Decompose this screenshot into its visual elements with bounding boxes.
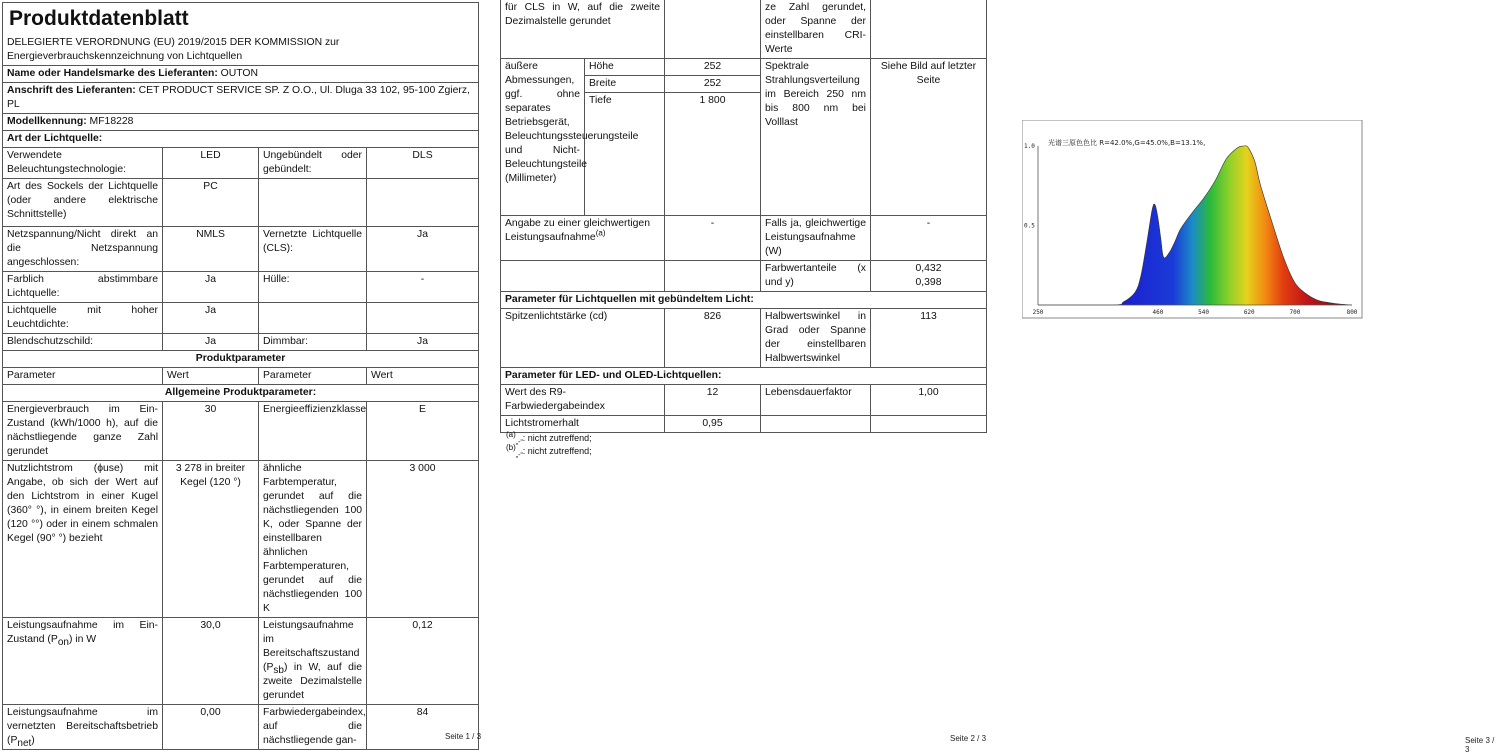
subscript: on — [57, 637, 69, 649]
column-header: Parameter — [259, 368, 367, 385]
label-cell: Energieeffizienzklasse — [259, 402, 367, 461]
x-tick-label: 540 — [1198, 309, 1209, 316]
label-text: ) — [31, 735, 35, 746]
value-cell: Ja — [163, 303, 259, 334]
spectral-label: Spektrale Strahlungsverteilung im Bereich 250 nm bis 800 nm bei Volllast — [761, 59, 871, 216]
label-cell: ze Zahl gerundet, oder Spanne der einstellbaren CRI-Werte — [761, 0, 871, 59]
value-cell: 826 — [665, 308, 761, 367]
value-cell: Ja — [163, 272, 259, 303]
value-cell: NMLS — [163, 227, 259, 272]
x-tick-label: 620 — [1243, 309, 1255, 316]
table-row — [501, 384, 987, 415]
value-cell: - — [367, 272, 479, 303]
supplier-name-label: Name oder Handelsmarke des Lieferanten: — [7, 68, 218, 79]
label-cell — [501, 215, 665, 260]
label-cell — [3, 705, 163, 750]
table-row — [3, 618, 479, 705]
model-label: Modellkennung: — [7, 116, 87, 127]
footnote-mark: (b) — [506, 443, 516, 452]
general-params-header: Allgemeine Produktparameter: — [3, 385, 479, 402]
column-header-row — [3, 368, 479, 385]
table-row — [3, 402, 479, 461]
directional-header: Parameter für Lichtquellen mit gebündeltem Licht: — [501, 291, 987, 308]
label-cell: Netzspannung/Nicht direkt an die Netzspannung angeschlossen: — [3, 227, 163, 272]
value-cell — [871, 260, 987, 291]
value-cell: 1,00 — [871, 384, 987, 415]
x-tick-label: 250 — [1032, 309, 1044, 316]
value-cell: Ja — [367, 334, 479, 351]
table-row — [3, 303, 479, 334]
label-cell: Farbwiedergabeindex, auf die nächstliegende gan- — [259, 705, 367, 750]
footnotes — [500, 432, 592, 458]
label-cell — [259, 303, 367, 334]
type-label: Art der Lichtquelle: — [3, 131, 479, 148]
table-row — [3, 179, 479, 227]
label-cell: Hülle: — [259, 272, 367, 303]
value-cell: 3 278 in breiter Kegel (120 °) — [163, 461, 259, 618]
value-cell: - — [871, 215, 987, 260]
label-cell: Art des Sockels der Lichtquelle (oder andere elektrische Schnittstelle) — [3, 179, 163, 227]
label-text: ) in W — [68, 634, 97, 645]
value-cell: LED — [163, 148, 259, 179]
label-text: ) in W, auf die zweite Dezimalstelle gerundet — [263, 662, 362, 701]
empty-cell — [761, 415, 871, 432]
table-row — [3, 334, 479, 351]
label-cell: Halbwertswinkel in Grad oder Spanne der einstellbaren Halbwertswinkel — [761, 308, 871, 367]
label-text: Leistungsaufnahme im Bereitschaftszustand (P — [263, 620, 360, 673]
y-tick-label: 1.0 — [1024, 143, 1035, 150]
chart-title: 光谱三原色色比 R=42.0%,G=45.0%,B=13.1%, — [1048, 139, 1206, 147]
value-cell: 0,00 — [163, 705, 259, 750]
label-cell: Lebensdauerfaktor — [761, 384, 871, 415]
page-number: Seite 3 / 3 — [1465, 736, 1495, 754]
dimensions-label: äußere Abmessungen, ggf. ohne separates Betriebsgerät, Beleuchtungssteuerungsteile und Nicht-Beleuchtungsteile (Millimeter) — [501, 59, 585, 216]
address: CET PRODUCT SERVICE SP. Z O.O., Ul. Dluga 33 102, 95-100 Zgierz, PL — [7, 85, 470, 110]
value-cell: 30 — [163, 402, 259, 461]
x-tick-label: 460 — [1152, 309, 1164, 316]
table-row — [501, 308, 987, 367]
label-text: Leistungsaufnahme im Ein-Zustand (P — [7, 620, 158, 645]
label-cell — [259, 618, 367, 705]
datasheet-table-1 — [2, 2, 482, 750]
footnote-b — [506, 445, 592, 458]
footnote-sub: „-“ — [515, 451, 523, 459]
column-header: Parameter — [3, 368, 163, 385]
page-2 — [498, 0, 998, 747]
value-cell — [367, 303, 479, 334]
label-cell: Lichtstromerhalt — [501, 415, 665, 432]
footnote-text: : nicht zutreffend; — [522, 433, 592, 443]
footnote-sub: „-“ — [515, 438, 523, 446]
led-header: Parameter für LED- und OLED-Lichtquellen: — [501, 367, 987, 384]
dimension-name: Breite — [585, 76, 665, 93]
table-row — [3, 227, 479, 272]
supplier-name-row — [3, 66, 479, 83]
value-cell — [367, 179, 479, 227]
x-tick-label: 800 — [1346, 309, 1358, 316]
table-row — [3, 148, 479, 179]
page-number: Seite 2 / 3 — [950, 734, 987, 743]
table-row — [3, 272, 479, 303]
empty-cell — [665, 260, 761, 291]
label-cell: Farbwertanteile (x und y) — [761, 260, 871, 291]
value-cell: - — [665, 215, 761, 260]
table-row — [501, 215, 987, 260]
footnote-mark: (a) — [506, 430, 516, 439]
footnote-a — [506, 432, 592, 445]
chroma-y: 0,398 — [915, 276, 942, 288]
spectrum-chart — [1022, 120, 1364, 320]
column-header: Wert — [163, 368, 259, 385]
subscript: sb — [273, 665, 284, 677]
value-cell: 0,12 — [367, 618, 479, 705]
y-tick-label: 0.5 — [1024, 222, 1035, 230]
datasheet-table-2 — [500, 0, 987, 433]
supplier-name: OUTON — [220, 68, 259, 79]
x-tick-label: 700 — [1289, 309, 1301, 316]
value-cell: 30,0 — [163, 618, 259, 705]
page-1 — [0, 0, 490, 750]
label-cell: Dimmbar: — [259, 334, 367, 351]
dimension-name: Tiefe — [585, 93, 665, 215]
page-number: Seite 1 / 3 — [445, 732, 482, 741]
value-cell: 0,95 — [665, 415, 761, 432]
value-cell — [871, 0, 987, 59]
label-cell: Nutzlichtstrom (ϕuse) mit Angabe, ob sich der Wert auf den Lichtstrom in einer Kugel (360° °), in einem breiten Kegel (120 °°) oder in einem schmalen Kegel (90° °) bezieht — [3, 461, 163, 618]
value-cell: 3 000 — [367, 461, 479, 618]
table-row — [501, 415, 987, 432]
dimension-name: Höhe — [585, 59, 665, 76]
chroma-x: 0,432 — [915, 262, 942, 274]
address-label: Anschrift des Lieferanten: — [7, 85, 136, 96]
label-cell — [259, 179, 367, 227]
label-text: Leistungsaufnahme im vernetzten Bereitschaftsbetrieb (P — [7, 707, 158, 746]
label-cell: Lichtquelle mit hoher Leuchtdichte: — [3, 303, 163, 334]
model: MF18228 — [89, 116, 134, 127]
label-cell: Blendschutzschild: — [3, 334, 163, 351]
label-cell — [3, 618, 163, 705]
dimension-value: 252 — [665, 76, 761, 93]
footnote-text: : nicht zutreffend; — [522, 446, 592, 456]
label-cell: Verwendete Beleuchtungstechnologie: — [3, 148, 163, 179]
label-cell: Spitzenlichtstärke (cd) — [501, 308, 665, 367]
value-cell: 113 — [871, 308, 987, 367]
value-cell: 12 — [665, 384, 761, 415]
value-cell: Ja — [367, 227, 479, 272]
label-cell: Ungebündelt oder gebündelt: — [259, 148, 367, 179]
table-row — [501, 59, 987, 76]
value-cell: DLS — [367, 148, 479, 179]
regulation-text: DELEGIERTE VERORDNUNG (EU) 2019/2015 DER KOMMISSION zur Energieverbrauchskennzeichnung von Lichtquellen — [3, 35, 479, 66]
model-row — [3, 114, 479, 131]
label-cell: Wert des R9-Farbwiedergabeindex — [501, 384, 665, 415]
table-row — [3, 705, 479, 750]
label-text: Angabe zu einer gleichwertigen Leistungsaufnahme — [505, 217, 650, 243]
superscript: (a) — [595, 228, 606, 238]
label-cell: Falls ja, gleichwertige Leistungsaufnahme (W) — [761, 215, 871, 260]
table-row — [501, 260, 987, 291]
table-row — [501, 0, 987, 59]
table-row — [3, 461, 479, 618]
label-cell: Energieverbrauch im Ein-Zustand (kWh/1000 h), auf die nächstliegende ganze Zahl gerundet — [3, 402, 163, 461]
dimension-value: 1 800 — [665, 93, 761, 215]
value-cell: PC — [163, 179, 259, 227]
page-title: Produktdatenblatt — [9, 7, 189, 30]
label-cell: Farblich abstimmbare Lichtquelle: — [3, 272, 163, 303]
label-cell: ähnliche Farbtemperatur, gerundet auf die nächstliegenden 100 K, oder Spanne der einstellbaren ähnlichen Farbtemperaturen, gerundet auf die nächstliegenden 100 K — [259, 461, 367, 618]
column-header: Wert — [367, 368, 479, 385]
empty-cell — [501, 260, 665, 291]
subscript: net — [17, 738, 32, 750]
spectral-value: Siehe Bild auf letzter Seite — [871, 59, 987, 216]
address-row — [3, 83, 479, 114]
dimension-value: 252 — [665, 59, 761, 76]
label-cell: für CLS in W, auf die zweite Dezimalstelle gerundet — [501, 0, 665, 59]
value-cell: E — [367, 402, 479, 461]
value-cell: Ja — [163, 334, 259, 351]
empty-cell — [871, 415, 987, 432]
value-cell: 84 — [367, 705, 479, 750]
label-cell: Vernetzte Lichtquelle (CLS): — [259, 227, 367, 272]
product-params-header: Produktparameter — [3, 351, 479, 368]
page-3 — [1005, 0, 1500, 754]
value-cell — [665, 0, 761, 59]
